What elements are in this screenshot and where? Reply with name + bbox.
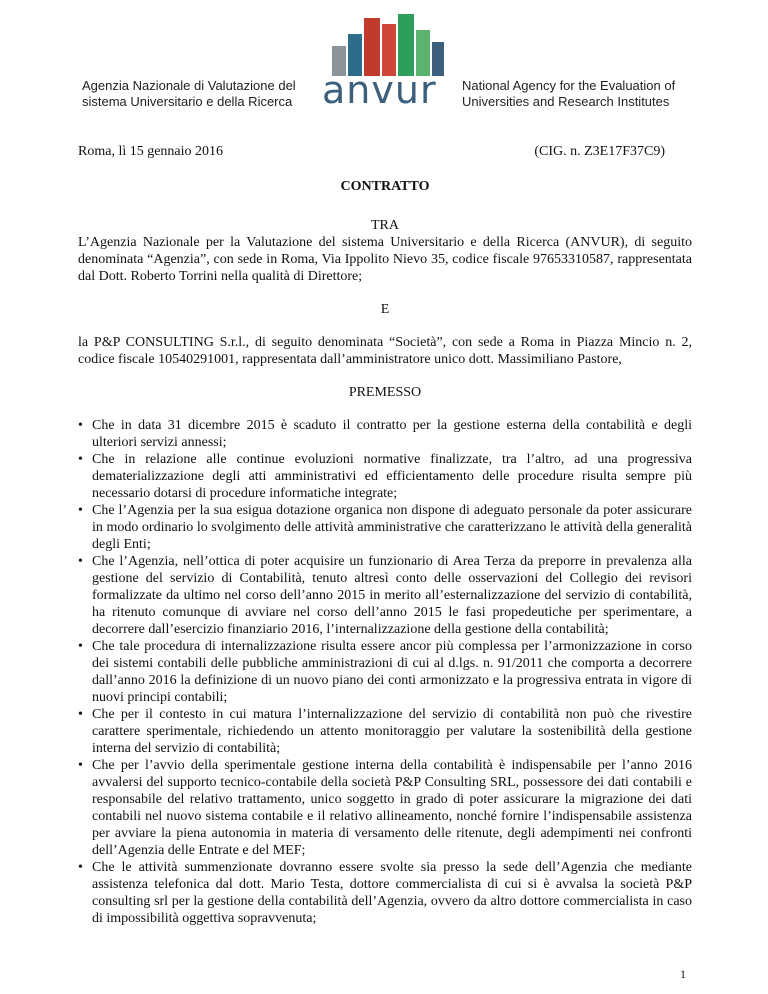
premises-list — [78, 417, 692, 927]
logo-bar-green — [398, 14, 414, 76]
list-item — [78, 859, 692, 927]
contract-document — [78, 143, 692, 927]
bullet-icon: • — [78, 418, 83, 433]
list-item — [78, 502, 692, 553]
bullet-icon: • — [78, 758, 83, 773]
agency-it-line2: sistema Universitario e della Ricerca — [82, 94, 293, 109]
bullet-icon: • — [78, 707, 83, 722]
premise-text: Che in relazione alle continue evoluzioni normative finalizzate, tra l’altro, ad una progressiva dematerializzazione degli atti amministrativi ed efficientamento delle procedure risulta sempre più necessario dotarsi di procedure informatiche integrate; — [92, 452, 692, 501]
e-label: E — [380, 302, 390, 317]
page-number: 1 — [680, 967, 686, 981]
premise-text: Che per l’avvio della sperimentale gestione interna della contabilità è indispensabile per l’anno 2016 avvalersi del supporto tecnico-contabile della società P&P Consulting SRL, possessore dei dati contabili e responsabile del relativo trattamento, unico soggetto in grado di poter assicurare la migrazione dei dati contabili nel nuovo sistema contabile e il relativo allineamento, nonché fornire l’indispensabile assistenza per avviare la piena autonomia in materia di versamento delle ritenute, degli adempimenti nei confronti dell’Agenzia delle Entrate e del MEF; — [92, 758, 692, 858]
list-item — [78, 417, 692, 451]
list-item — [78, 451, 692, 502]
cig-code: (CIG. n. Z3E17F37C9) — [534, 144, 665, 159]
bullet-icon: • — [78, 554, 83, 569]
bullet-icon: • — [78, 503, 83, 518]
premesso-label: PREMESSO — [348, 385, 422, 400]
premise-text: Che in data 31 dicembre 2015 è scaduto il contratto per la gestione esterna della contabilità e degli ulteriori servizi annessi; — [92, 418, 692, 450]
party-two: la P&P CONSULTING S.r.l., di seguito denominata “Società”, con sede a Roma in Piazza Mincio n. 2, codice fiscale 10540291001, rappresentata dall’amministratore unico dott. Massimiliano Pastore, — [78, 335, 692, 367]
premise-text: Che l’Agenzia per la sua esigua dotazione organica non dispone di adeguato personale da poter assicurare in modo ordinario lo svolgimento delle attività amministrative che caratterizzano le attività della generalità degli Enti; — [92, 503, 692, 552]
contract-title: CONTRATTO — [340, 179, 430, 194]
agency-name-english — [462, 78, 675, 110]
date-cig-row — [78, 143, 692, 160]
bullet-icon: • — [78, 452, 83, 467]
place-date: Roma, lì 15 gennaio 2016 — [78, 144, 224, 159]
list-item — [78, 553, 692, 638]
party-one: L’Agenzia Nazionale per la Valutazione del sistema Universitario e della Ricerca (ANVUR), di seguito denominata “Agenzia”, con sede in Roma, Via Ippolito Nievo 35, codice fiscale 97653310587, rappresentata dal Dott. Roberto Torrini nella qualità di Direttore; — [78, 235, 692, 284]
list-item — [78, 706, 692, 757]
bullet-icon: • — [78, 639, 83, 654]
premise-text: Che le attività summenzionate dovranno essere svolte sia presso la sede dell’Agenzia che mediante assistenza telefonica dal dott. Mario Testa, dottore commercialista di cui si è avvalsa la società P&P consulting srl per la gestione della contabilità dell’Agenzia, ovvero da altro dottore commercialista in caso di impossibilità oggettiva sopravvenuta; — [92, 860, 692, 926]
agency-en-line1: National Agency for the Evaluation of — [462, 78, 676, 93]
premise-text: Che l’Agenzia, nell’ottica di poter acquisire un funzionario di Area Terza da preporre in prevalenza alla gestione del servizio di Contabilità, tenuto altresì conto delle osservazioni del Collegio dei revisori formalizzate da ultimo nel corso dell’anno 2015 in merito all’esternalizzazione del servizio di contabilità, ha ritenuto comunque di avviare nel corso dell’anno 2015 le fasi propedeutiche per sperimentare, a decorrere dall’esercizio finanziario 2016, l’internalizzazione della gestione della contabilità; — [92, 554, 692, 637]
tra-label: TRA — [371, 218, 399, 233]
anvur-logo-text: anvur — [322, 68, 437, 112]
agency-en-line2: Universities and Research Institutes — [462, 94, 670, 109]
agency-it-line1: Agenzia Nazionale di Valutazione del — [82, 78, 296, 93]
list-item — [78, 638, 692, 706]
list-item — [78, 757, 692, 859]
letterhead — [0, 0, 768, 120]
premise-text: Che tale procedura di internalizzazione risulta essere ancor più complessa per l’armonizzazione in corso dei sistemi contabili delle pubbliche amministrazioni di cui al d.lgs. n. 91/2011 che comporta a decorrere dall’anno 2016 la definizione di un nuovo piano dei conti armonizzato e la progressiva entrata in vigore di nuovi principi contabili; — [92, 639, 692, 705]
bullet-icon: • — [78, 860, 83, 875]
premise-text: Che per il contesto in cui matura l’internalizzazione del servizio di contabilità non può che rivestire carattere sperimentale, richiedendo un attento monitoraggio per valutare la sostenibilità della gestione interna del servizio di contabilità; — [92, 707, 692, 756]
agency-name-italian — [82, 78, 296, 110]
